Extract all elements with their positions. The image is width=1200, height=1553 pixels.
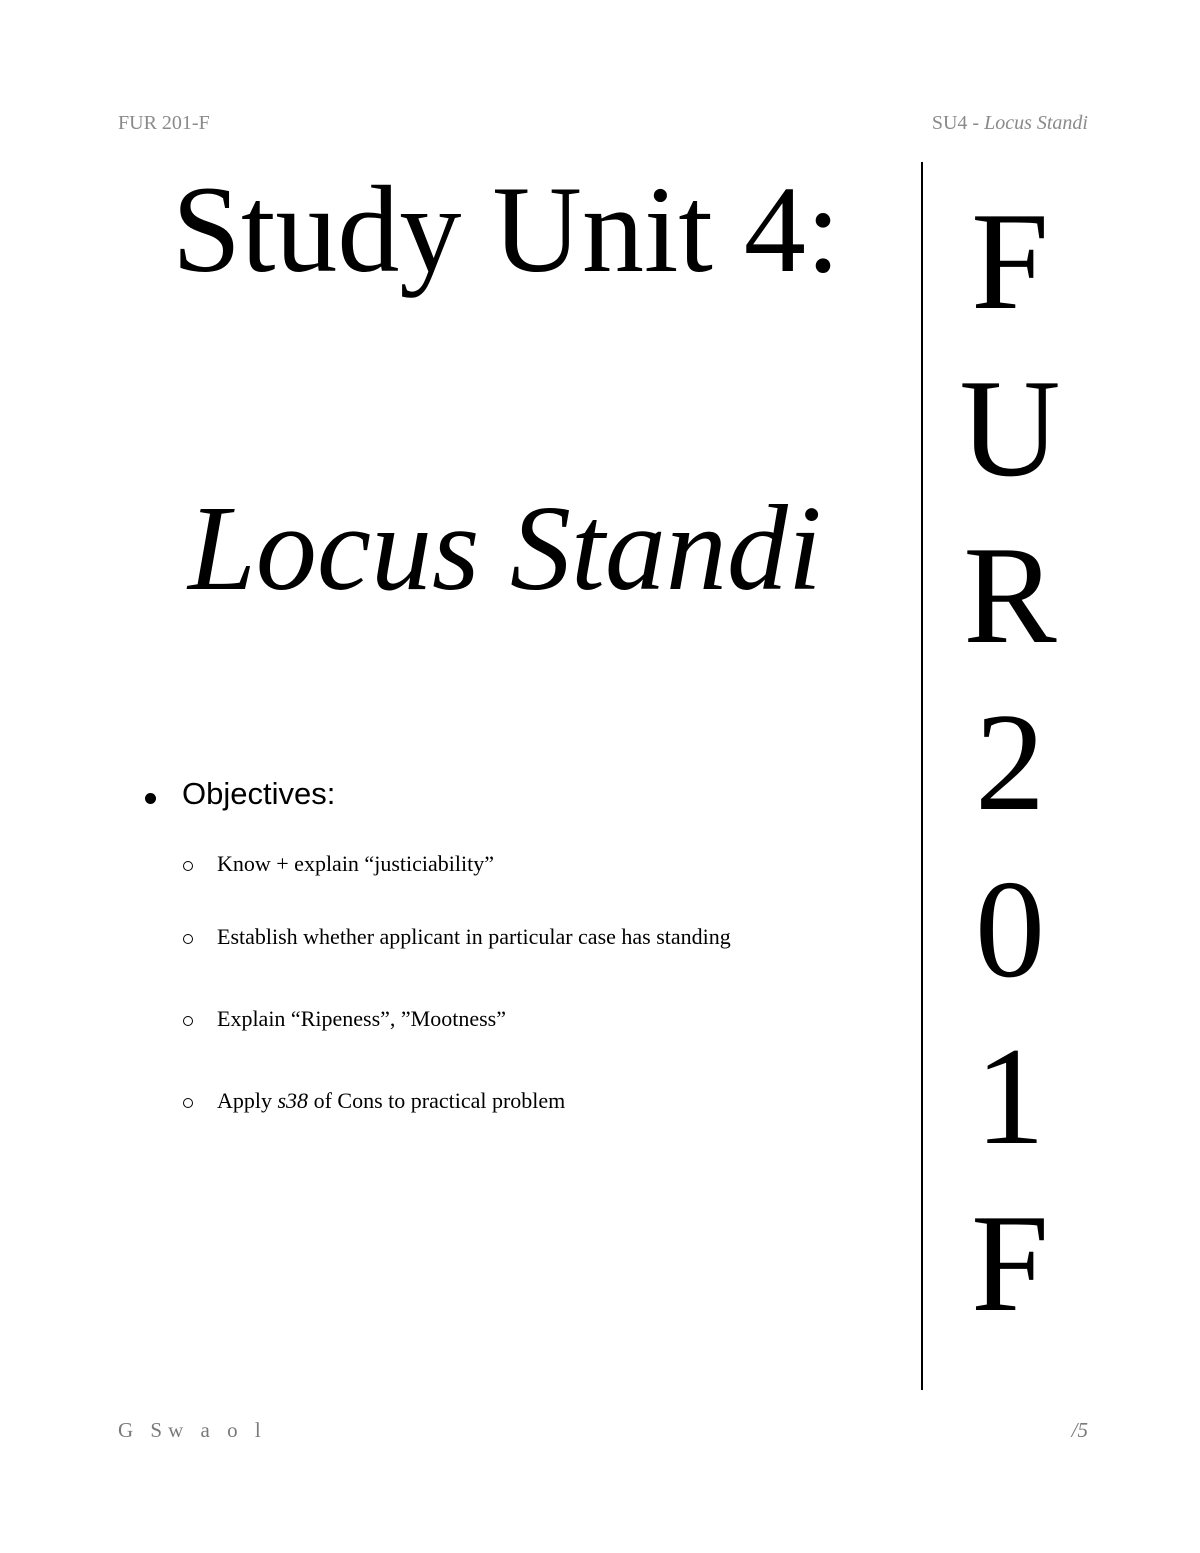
running-header-right: [932, 112, 1088, 135]
section-reference: s38: [277, 1088, 309, 1113]
running-header-prefix: SU4 -: [931, 112, 985, 134]
list-item: [145, 978, 885, 1060]
running-footer-left: G Sw a o l: [118, 1418, 267, 1442]
running-header-left: FUR 201-F: [118, 112, 210, 134]
hollow-bullet-icon: [183, 1098, 193, 1108]
objectives-list: [145, 832, 885, 1142]
course-code-letter: F: [971, 1186, 1049, 1341]
vertical-course-code: [940, 178, 1080, 1347]
objectives-heading-label: Objectives:: [182, 776, 336, 811]
course-code-letter: 2: [975, 685, 1045, 840]
course-code-letter: 0: [975, 852, 1045, 1007]
objectives-section: [145, 776, 885, 1142]
list-item: [145, 1060, 885, 1142]
objective-text-before: Apply: [217, 1088, 278, 1113]
course-code-letter: R: [963, 518, 1057, 673]
vertical-divider: [921, 162, 923, 1390]
course-code-letter: F: [971, 184, 1049, 339]
page-subtitle: Locus Standi: [188, 481, 822, 616]
course-code-letter: U: [959, 351, 1061, 506]
objective-text: [217, 1088, 565, 1114]
list-item: [145, 896, 885, 978]
running-header-italic: Locus Standi: [984, 112, 1088, 134]
hollow-bullet-icon: [183, 934, 193, 944]
hollow-bullet-icon: [183, 1016, 193, 1026]
hollow-bullet-icon: [183, 861, 193, 871]
objective-text: Know + explain “justiciability”: [217, 851, 494, 876]
objective-text: Establish whether applicant in particular case has standing: [217, 924, 731, 949]
objective-text: Explain “Ripeness”, ”Mootness”: [217, 1006, 506, 1031]
course-code-letter: 1: [975, 1019, 1045, 1174]
objective-text-after: of Cons to practical problem: [308, 1088, 566, 1113]
page-number: /5: [1071, 1418, 1088, 1442]
list-item: [145, 832, 885, 896]
bullet-dot-icon: [145, 793, 156, 804]
page-title: Study Unit 4:: [172, 161, 841, 298]
objectives-heading: [145, 776, 885, 812]
